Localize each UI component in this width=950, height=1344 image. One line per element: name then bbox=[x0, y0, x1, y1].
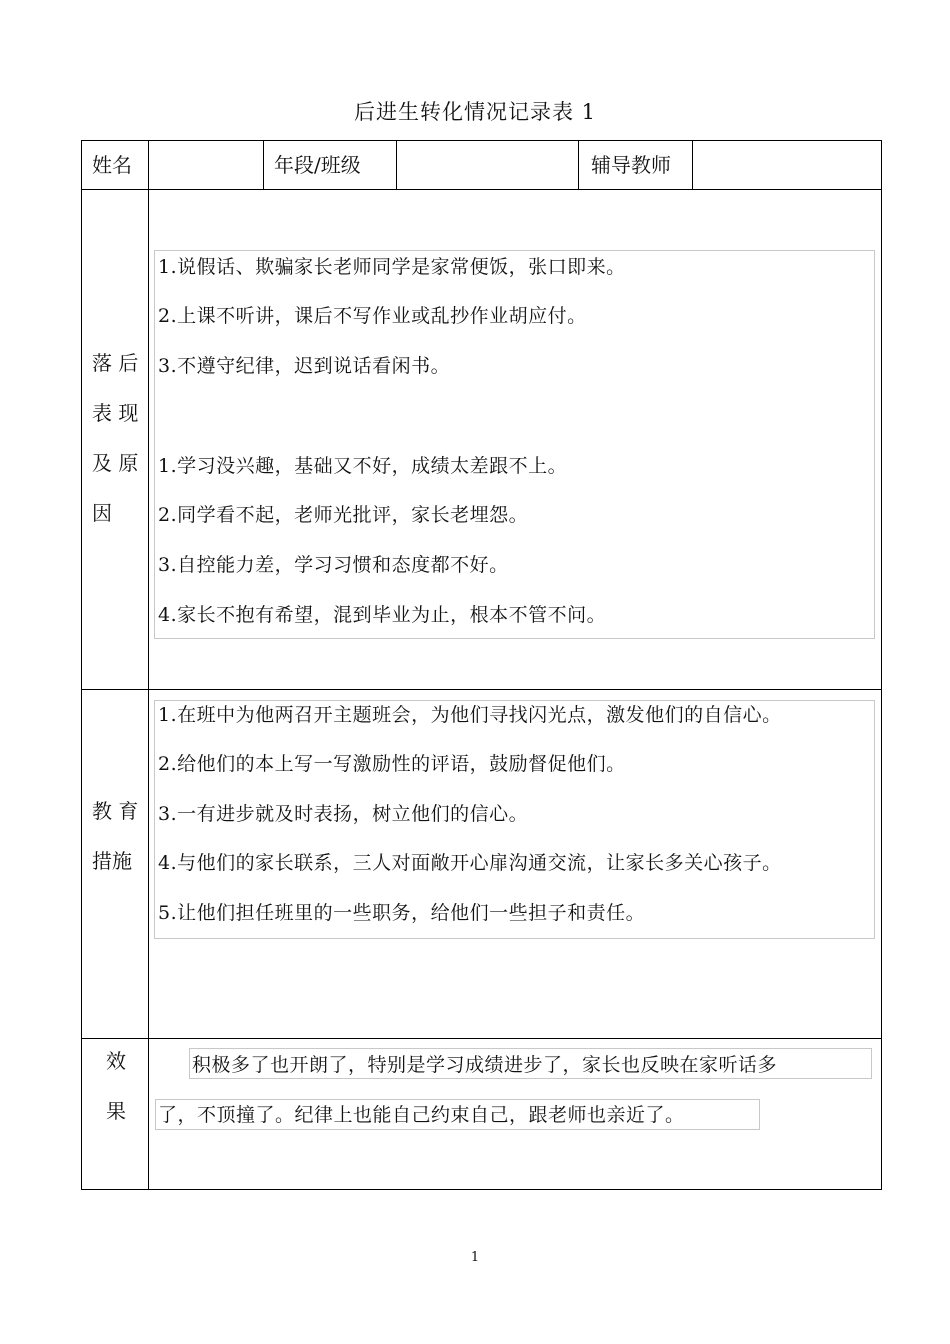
document-title: 后进生转化情况记录表 1 bbox=[353, 100, 597, 124]
measure-item: 1.在班中为他两召开主题班会，为他们寻找闪光点，激发他们的自信心。 bbox=[158, 704, 782, 726]
effect-label-line: 效 bbox=[106, 1049, 126, 1073]
grade-class-label: 年段/班级 bbox=[274, 153, 361, 177]
table-border-top bbox=[81, 140, 882, 141]
measure-item: 2.给他们的本上写一写激励性的评语，鼓励督促他们。 bbox=[158, 753, 626, 775]
table-border-left bbox=[81, 140, 82, 1190]
effect-label-line: 果 bbox=[106, 1099, 126, 1123]
behavior-label-line: 落 后 bbox=[92, 351, 139, 375]
effect-line: 积极多了也开朗了，特别是学习成绩进步了，家长也反映在家听话多 bbox=[192, 1054, 778, 1076]
reason-item: 4.家长不抱有希望，混到毕业为止，根本不管不问。 bbox=[158, 604, 607, 626]
measures-label-line: 措施 bbox=[92, 849, 132, 873]
behavior-label-line: 因 bbox=[92, 501, 112, 525]
table-divider-col2 bbox=[263, 140, 264, 190]
name-label: 姓名 bbox=[92, 153, 132, 177]
behavior-label-line: 表 现 bbox=[92, 401, 139, 425]
measure-item: 4.与他们的家长联系，三人对面敞开心扉沟通交流，让家长多关心孩子。 bbox=[158, 852, 782, 874]
tutor-teacher-label: 辅导教师 bbox=[591, 153, 671, 177]
table-divider-label-col bbox=[148, 140, 149, 1190]
measures-label-line: 教 育 bbox=[92, 799, 139, 823]
measure-item: 3.一有进步就及时表扬，树立他们的信心。 bbox=[158, 803, 529, 825]
reason-item: 1.学习没兴趣，基础又不好，成绩太差跟不上。 bbox=[158, 455, 568, 477]
effect-line: 了，不顶撞了。纪律上也能自己约束自己，跟老师也亲近了。 bbox=[158, 1104, 685, 1126]
reason-item: 3.自控能力差，学习习惯和态度都不好。 bbox=[158, 554, 509, 576]
measure-item: 5.让他们担任班里的一些职务，给他们一些担子和责任。 bbox=[158, 902, 646, 924]
behavior-item: 2.上课不听讲，课后不写作业或乱抄作业胡应付。 bbox=[158, 305, 587, 327]
reason-item: 2.同学看不起，老师光批评，家长老埋怨。 bbox=[158, 504, 529, 526]
behavior-label-line: 及 原 bbox=[92, 451, 139, 475]
behavior-item: 1.说假话、欺骗家长老师同学是家常便饭，张口即来。 bbox=[158, 256, 626, 278]
grade-class-field[interactable] bbox=[404, 149, 572, 179]
name-field[interactable] bbox=[156, 149, 256, 179]
tutor-teacher-field[interactable] bbox=[700, 149, 875, 179]
table-divider-header bbox=[81, 189, 882, 190]
behavior-item: 3.不遵守纪律，迟到说话看闲书。 bbox=[158, 355, 451, 377]
table-border-bottom bbox=[81, 1189, 882, 1190]
table-border-right bbox=[881, 140, 882, 1190]
table-divider-col3 bbox=[396, 140, 397, 190]
table-divider-col4 bbox=[578, 140, 579, 190]
page-number: 1 bbox=[470, 1250, 480, 1265]
table-divider-col5 bbox=[692, 140, 693, 190]
table-divider-behavior bbox=[81, 689, 882, 690]
table-divider-measures bbox=[81, 1038, 882, 1039]
